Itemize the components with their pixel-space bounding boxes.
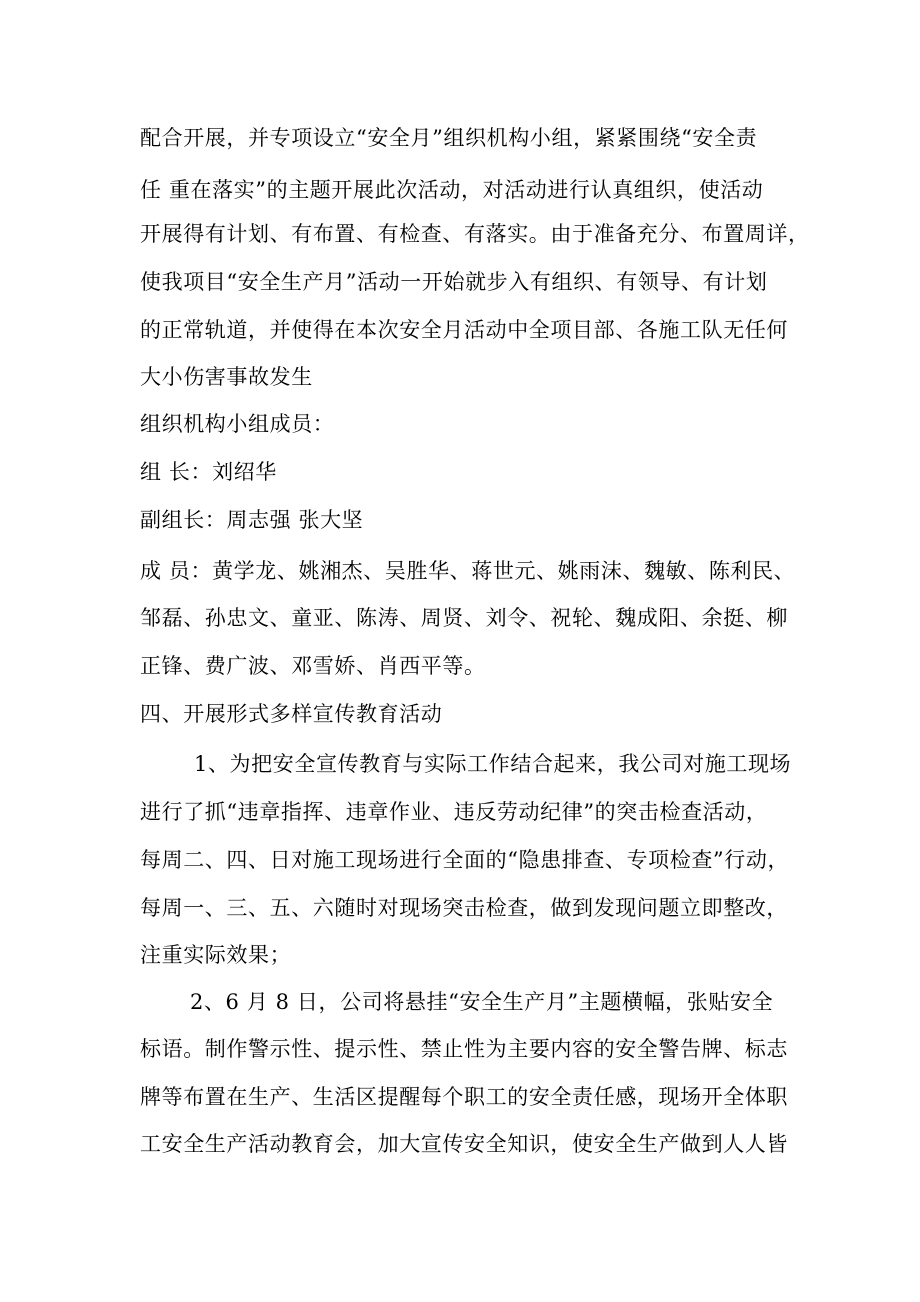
members-line: 邹磊、孙忠文、童亚、陈涛、周贤、刘令、祝轮、魏成阳、余挺、柳 <box>140 606 788 630</box>
paragraph-line: 开展得有计划、有布置、有检查、有落实。由于准备充分、布置周详， <box>140 222 810 246</box>
paragraph-line: 2、6 月 8 日，公司将悬挂“安全生产月”主题横幅，张贴安全 <box>190 990 774 1014</box>
deputy-leader-line: 副组长：周志强 张大坚 <box>140 508 364 532</box>
paragraph-line: 大小伤害事故发生 <box>140 365 313 389</box>
paragraph-line: 1、为把安全宣传教育与实际工作结合起来，我公司对施工现场 <box>194 752 792 776</box>
paragraph-line: 的正常轨道，并使得在本次安全月活动中全项目部、各施工队无任何 <box>140 318 788 342</box>
paragraph-line: 进行了抓“违章指挥、违章作业、违反劳动纪律”的突击检查活动， <box>140 800 768 824</box>
paragraph-line: 注重实际效果； <box>140 943 292 967</box>
paragraph-line: 牌等布置在生产、生活区提醒每个职工的安全责任感，现场开全体职 <box>140 1085 788 1109</box>
paragraph-line: 每周二、四、日对施工现场进行全面的“隐患排查、专项检查”行动， <box>140 848 790 872</box>
members-line: 成 员：黄学龙、姚湘杰、吴胜华、蒋世元、姚雨沫、魏敏、陈利民、 <box>140 559 796 583</box>
paragraph-line: 配合开展，并专项设立“安全月”组织机构小组，紧紧围绕“安全责 <box>140 126 758 150</box>
paragraph-line: 工安全生产活动教育会，加大宣传安全知识，使安全生产做到人人皆 <box>140 1132 788 1156</box>
paragraph-line: 每周一、三、五、六随时对现场突击检查，做到发现问题立即整改， <box>140 896 788 920</box>
paragraph-line: 使我项目“安全生产月”活动一开始就步入有组织、有领导、有计划 <box>140 270 768 294</box>
paragraph-line: 任 重在落实”的主题开展此次活动，对活动进行认真组织，使活动 <box>140 178 764 202</box>
leader-line: 组 长：刘绍华 <box>140 460 277 484</box>
section-label: 组织机构小组成员： <box>140 412 335 436</box>
paragraph-line: 标语。制作警示性、提示性、禁止性为主要内容的安全警告牌、标志 <box>140 1037 788 1061</box>
section-heading: 四、开展形式多样宣传教育活动 <box>140 702 443 726</box>
members-line: 正锋、费广波、邓雪娇、肖西平等。 <box>140 654 486 678</box>
